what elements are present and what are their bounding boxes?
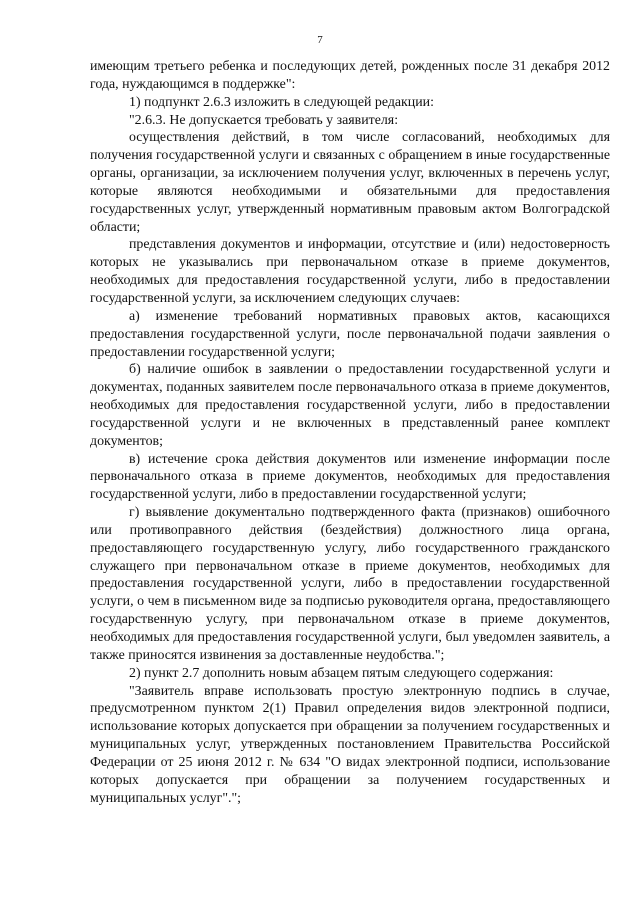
paragraph-item-1: 1) подпункт 2.6.3 изложить в следующей редакции:	[129, 94, 434, 110]
document-body	[90, 58, 610, 807]
paragraph-case-v: в) истечение срока действия документов или изменение информации после первоначального отказа в приеме документов, необходимых для предоставления государственной услуги, либо в предоставлении государственной услуги;	[90, 451, 610, 503]
paragraph-item-2: 2) пункт 2.7 дополнить новым абзацем пятым следующего содержания:	[129, 665, 554, 681]
paragraph-case-g: г) выявление документально подтвержденного факта (признаков) ошибочного или противоправного действия (бездействия) должностного лица органа, предоставляющего государственную услугу, либо государственного гражданского служащего при первоначальном отказе в приеме документов, необходимых для предоставления государственной услуги, либо в предоставлении государственной услуги, о чем в письменном виде за подписью руководителя органа, предоставляющего государственную услугу, при первоначальном отказе в приеме документов, необходимых для предоставления государственной услуги, был уведомлен заявитель, а также приносятся извинения за доставленные неудобства.";	[90, 505, 610, 663]
paragraph-case-a: а) изменение требований нормативных правовых актов, касающихся предоставления государственной услуги, после первоначальной подачи заявления о предоставлении государственной услуги;	[90, 308, 610, 360]
page-number: 7	[317, 34, 323, 46]
paragraph-2-6-3-heading: "2.6.3. Не допускается требовать у заявителя:	[129, 112, 399, 128]
paragraph-continuation: имеющим третьего ребенка и последующих детей, рожденных после 31 декабря 2012 года, нуждающимся в поддержке":	[90, 59, 610, 92]
paragraph-documents: представления документов и информации, отсутствие и (или) недостоверность которых не указывались при первоначальном отказе в приеме документов, необходимых для предоставления государственной услуги, либо в предоставлении государственной услуги, за исключением следующих случаев:	[90, 237, 610, 306]
paragraph-actions: осуществления действий, в том числе согласований, необходимых для получения государственной услуги и связанных с обращением в иные государственные органы, организации, за исключением получения услуг, включенных в перечень услуг, которые являются необходимыми и обязательными для предоставления государственных услуг, утвержденный нормативным правовым актом Волгоградской области;	[90, 130, 610, 235]
paragraph-case-b: б) наличие ошибок в заявлении о предоставлении государственной услуги и документах, поданных заявителем после первоначального отказа в приеме документов, необходимых для предоставления государственной услуги, либо в предоставлении государственной услуги и не включенных в представленный ранее комплект документов;	[90, 362, 610, 449]
paragraph-electronic-signature: "Заявитель вправе использовать простую электронную подпись в случае, предусмотренном пунктом 2(1) Правил определения видов электронной подписи, использование которых допускается при обращении за получением государственных и муниципальных услуг, утвержденных постановлением Правительства Российской Федерации от 25 июня 2012 г. № 634 "О видах электронной подписи, использование которых допускается при обращении за получением государственных и муниципальных услуг".";	[90, 683, 610, 806]
